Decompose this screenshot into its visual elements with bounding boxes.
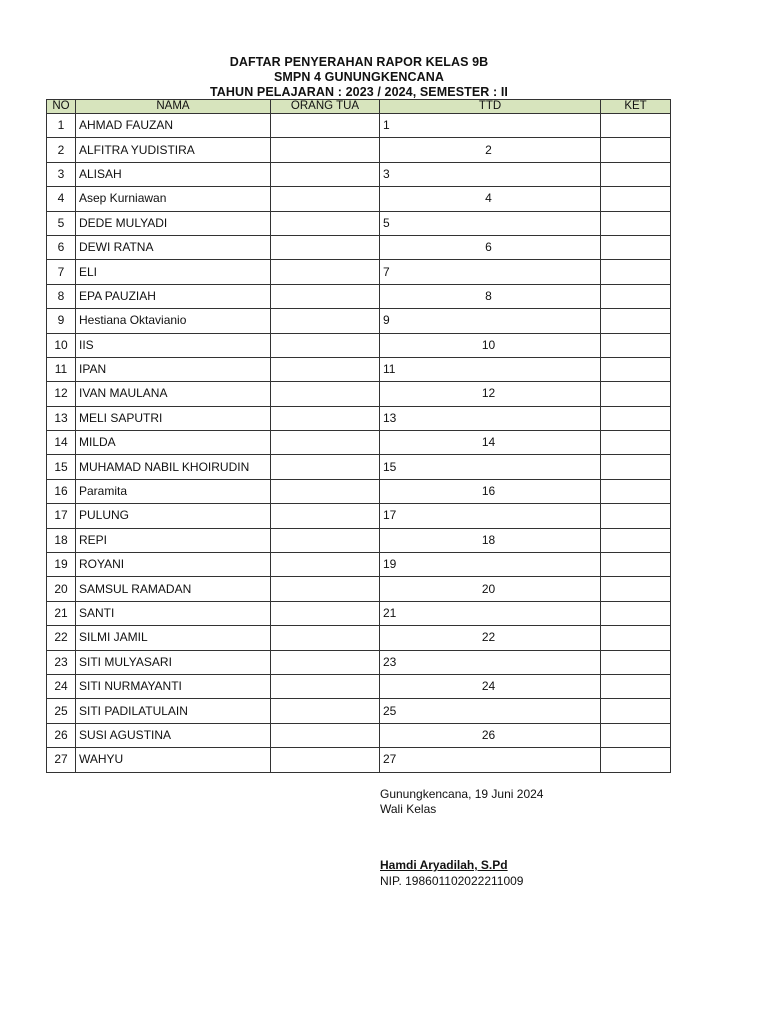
table-row — [47, 650, 671, 674]
row-number: 27 — [47, 748, 76, 772]
remarks-cell — [601, 431, 671, 455]
student-name: IVAN MAULANA — [76, 382, 271, 406]
student-name: Paramita — [76, 479, 271, 503]
parent-signature-cell — [271, 748, 380, 772]
row-number: 18 — [47, 528, 76, 552]
table-row — [47, 211, 671, 235]
row-number: 5 — [47, 211, 76, 235]
parent-signature-cell — [271, 114, 380, 138]
student-name: ALFITRA YUDISTIRA — [76, 138, 271, 162]
parent-signature-cell — [271, 626, 380, 650]
parent-signature-cell — [271, 479, 380, 503]
table-row — [47, 138, 671, 162]
row-number: 11 — [47, 357, 76, 381]
signature-number: 13 — [380, 406, 601, 430]
student-name: MUHAMAD NABIL KHOIRUDIN — [76, 455, 271, 479]
signature-number: 4 — [380, 187, 601, 211]
row-number: 6 — [47, 235, 76, 259]
remarks-cell — [601, 528, 671, 552]
row-number: 22 — [47, 626, 76, 650]
parent-signature-cell — [271, 577, 380, 601]
table-row — [47, 626, 671, 650]
table-row — [47, 528, 671, 552]
signature-name: Hamdi Aryadilah, S.Pd — [380, 858, 508, 872]
parent-signature-cell — [271, 138, 380, 162]
signature-number: 15 — [380, 455, 601, 479]
parent-signature-cell — [271, 650, 380, 674]
parent-signature-cell — [271, 260, 380, 284]
report-handover-table — [46, 99, 671, 773]
table-row — [47, 577, 671, 601]
student-name: SUSI AGUSTINA — [76, 723, 271, 747]
row-number: 9 — [47, 309, 76, 333]
student-name: SITI MULYASARI — [76, 650, 271, 674]
signature-number: 5 — [380, 211, 601, 235]
student-name: SILMI JAMIL — [76, 626, 271, 650]
column-header-no: NO — [47, 100, 76, 114]
parent-signature-cell — [271, 455, 380, 479]
signature-number: 8 — [380, 284, 601, 308]
table-row — [47, 723, 671, 747]
remarks-cell — [601, 601, 671, 625]
student-name: SITI NURMAYANTI — [76, 674, 271, 698]
row-number: 8 — [47, 284, 76, 308]
remarks-cell — [601, 309, 671, 333]
parent-signature-cell — [271, 187, 380, 211]
remarks-cell — [601, 455, 671, 479]
table-row — [47, 748, 671, 772]
remarks-cell — [601, 504, 671, 528]
table-row — [47, 553, 671, 577]
signature-number: 10 — [380, 333, 601, 357]
student-name: REPI — [76, 528, 271, 552]
row-number: 10 — [47, 333, 76, 357]
signature-number: 23 — [380, 650, 601, 674]
row-number: 20 — [47, 577, 76, 601]
remarks-cell — [601, 187, 671, 211]
table-row — [47, 504, 671, 528]
signature-nip: NIP. 198601102022211009 — [380, 874, 524, 888]
remarks-cell — [601, 674, 671, 698]
row-number: 23 — [47, 650, 76, 674]
table-row — [47, 260, 671, 284]
table-row — [47, 382, 671, 406]
parent-signature-cell — [271, 333, 380, 357]
row-number: 25 — [47, 699, 76, 723]
signature-number: 3 — [380, 162, 601, 186]
table-row — [47, 284, 671, 308]
table-row — [47, 187, 671, 211]
signature-number: 14 — [380, 431, 601, 455]
student-name: Hestiana Oktavianio — [76, 309, 271, 333]
signature-number: 6 — [380, 235, 601, 259]
parent-signature-cell — [271, 699, 380, 723]
row-number: 16 — [47, 479, 76, 503]
student-name: EPA PAUZIAH — [76, 284, 271, 308]
row-number: 12 — [47, 382, 76, 406]
signature-number: 22 — [380, 626, 601, 650]
signature-place-date: Gunungkencana, 19 Juni 2024 — [380, 787, 544, 801]
row-number: 24 — [47, 674, 76, 698]
signature-number: 2 — [380, 138, 601, 162]
table-header-row — [47, 100, 671, 114]
table-row — [47, 601, 671, 625]
table-row — [47, 162, 671, 186]
signature-number: 18 — [380, 528, 601, 552]
parent-signature-cell — [271, 406, 380, 430]
student-name: AHMAD FAUZAN — [76, 114, 271, 138]
table-row — [47, 674, 671, 698]
student-name: SITI PADILATULAIN — [76, 699, 271, 723]
row-number: 14 — [47, 431, 76, 455]
student-name: MELI SAPUTRI — [76, 406, 271, 430]
parent-signature-cell — [271, 553, 380, 577]
row-number: 26 — [47, 723, 76, 747]
remarks-cell — [601, 211, 671, 235]
column-header-name: NAMA — [76, 100, 271, 114]
signature-number: 11 — [380, 357, 601, 381]
student-name: DEWI RATNA — [76, 235, 271, 259]
table-row — [47, 431, 671, 455]
remarks-cell — [601, 260, 671, 284]
signature-number: 12 — [380, 382, 601, 406]
parent-signature-cell — [271, 357, 380, 381]
student-name: Asep Kurniawan — [76, 187, 271, 211]
table-row — [47, 699, 671, 723]
remarks-cell — [601, 406, 671, 430]
parent-signature-cell — [271, 528, 380, 552]
row-number: 1 — [47, 114, 76, 138]
remarks-cell — [601, 284, 671, 308]
remarks-cell — [601, 577, 671, 601]
student-name: IIS — [76, 333, 271, 357]
student-name: DEDE MULYADI — [76, 211, 271, 235]
column-header-signature: TTD — [380, 100, 601, 114]
academic-period: TAHUN PELAJARAN : 2023 / 2024, SEMESTER : II — [210, 85, 508, 99]
row-number: 13 — [47, 406, 76, 430]
student-name: WAHYU — [76, 748, 271, 772]
table-row — [47, 333, 671, 357]
student-name: ALISAH — [76, 162, 271, 186]
remarks-cell — [601, 333, 671, 357]
table-row — [47, 235, 671, 259]
parent-signature-cell — [271, 723, 380, 747]
signature-number: 17 — [380, 504, 601, 528]
student-name: SANTI — [76, 601, 271, 625]
student-name: IPAN — [76, 357, 271, 381]
document-title: DAFTAR PENYERAHAN RAPOR KELAS 9B — [229, 55, 489, 69]
signature-number: 26 — [380, 723, 601, 747]
parent-signature-cell — [271, 431, 380, 455]
remarks-cell — [601, 357, 671, 381]
remarks-cell — [601, 723, 671, 747]
signature-number: 21 — [380, 601, 601, 625]
row-number: 19 — [47, 553, 76, 577]
parent-signature-cell — [271, 674, 380, 698]
student-name: MILDA — [76, 431, 271, 455]
remarks-cell — [601, 553, 671, 577]
remarks-cell — [601, 138, 671, 162]
remarks-cell — [601, 650, 671, 674]
signature-number: 24 — [380, 674, 601, 698]
parent-signature-cell — [271, 235, 380, 259]
parent-signature-cell — [271, 601, 380, 625]
table-row — [47, 406, 671, 430]
row-number: 4 — [47, 187, 76, 211]
remarks-cell — [601, 748, 671, 772]
row-number: 21 — [47, 601, 76, 625]
parent-signature-cell — [271, 211, 380, 235]
table-row — [47, 309, 671, 333]
remarks-cell — [601, 162, 671, 186]
signature-number: 9 — [380, 309, 601, 333]
table-body — [47, 114, 671, 773]
parent-signature-cell — [271, 504, 380, 528]
table-row — [47, 114, 671, 138]
signature-number: 7 — [380, 260, 601, 284]
signature-number: 1 — [380, 114, 601, 138]
row-number: 3 — [47, 162, 76, 186]
student-name: ROYANI — [76, 553, 271, 577]
student-name: PULUNG — [76, 504, 271, 528]
row-number: 7 — [47, 260, 76, 284]
remarks-cell — [601, 626, 671, 650]
remarks-cell — [601, 479, 671, 503]
remarks-cell — [601, 382, 671, 406]
row-number: 15 — [47, 455, 76, 479]
parent-signature-cell — [271, 309, 380, 333]
remarks-cell — [601, 114, 671, 138]
parent-signature-cell — [271, 284, 380, 308]
signature-number: 16 — [380, 479, 601, 503]
signature-number: 25 — [380, 699, 601, 723]
school-name: SMPN 4 GUNUNGKENCANA — [273, 70, 445, 84]
table-row — [47, 455, 671, 479]
remarks-cell — [601, 235, 671, 259]
student-name: SAMSUL RAMADAN — [76, 577, 271, 601]
parent-signature-cell — [271, 382, 380, 406]
column-header-parent: ORANG TUA — [271, 100, 380, 114]
signature-role: Wali Kelas — [380, 802, 437, 816]
student-name: ELI — [76, 260, 271, 284]
column-header-remarks: KET — [601, 100, 671, 114]
signature-number: 27 — [380, 748, 601, 772]
table-row — [47, 357, 671, 381]
signature-number: 19 — [380, 553, 601, 577]
table-row — [47, 479, 671, 503]
remarks-cell — [601, 699, 671, 723]
signature-number: 20 — [380, 577, 601, 601]
row-number: 17 — [47, 504, 76, 528]
row-number: 2 — [47, 138, 76, 162]
parent-signature-cell — [271, 162, 380, 186]
